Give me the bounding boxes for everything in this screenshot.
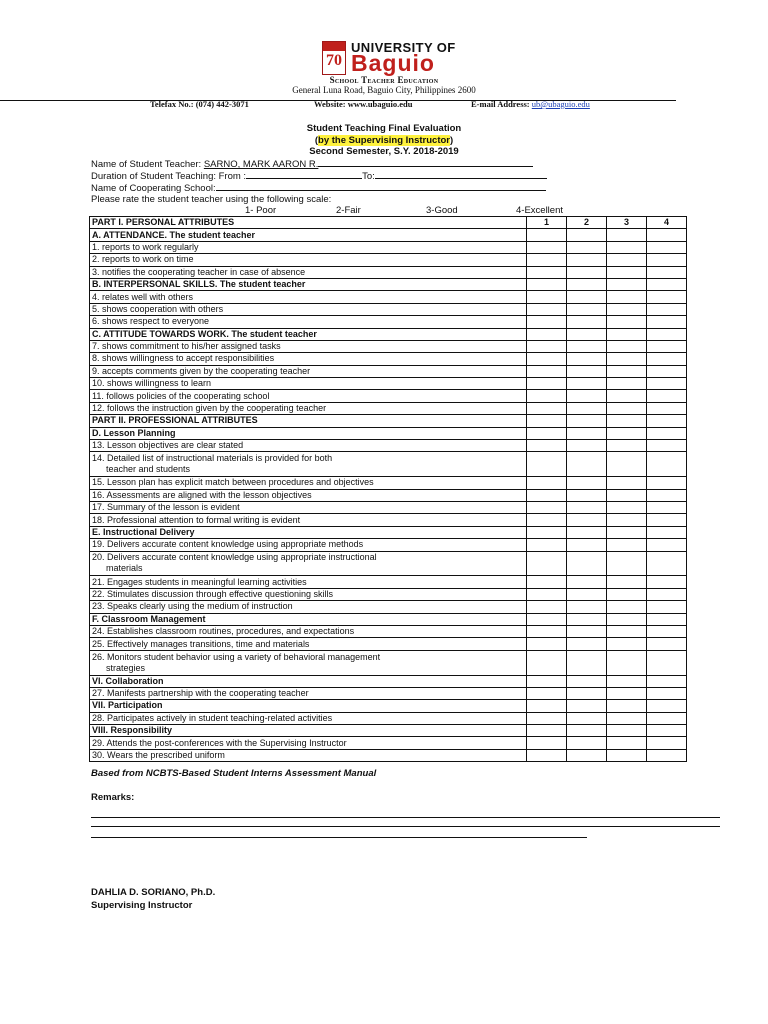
criterion-row [90, 489, 687, 501]
rating-cell-3[interactable] [607, 440, 647, 452]
rating-cell-1[interactable] [527, 638, 567, 650]
section-header-row [90, 328, 687, 340]
rating-cell-2[interactable] [567, 650, 607, 675]
section-label: E. Instructional Delivery [90, 526, 527, 538]
rating-cell-4[interactable] [647, 737, 687, 749]
rating-cell-3[interactable] [607, 712, 647, 724]
rating-cell-2 [567, 415, 607, 427]
rating-cell-1 [527, 700, 567, 712]
criterion-label: 1. reports to work regularly [90, 241, 527, 253]
rating-cell-2[interactable] [567, 514, 607, 526]
rating-cell-2[interactable] [567, 353, 607, 365]
rating-cell-1[interactable] [527, 365, 567, 377]
rating-cell-3 [607, 328, 647, 340]
rating-cell-2 [567, 278, 607, 290]
criterion-label: 22. Stimulates discussion through effective questioning skills [90, 588, 527, 600]
criterion-label: 10. shows willingness to learn [90, 378, 527, 390]
remarks-label: Remarks: [91, 792, 135, 803]
form-subtitle: (by the Supervising Instructor) [314, 135, 454, 146]
rating-cell-2 [567, 427, 607, 439]
student-name-line: Name of Student Teacher: SARNO, MARK AARON R. [91, 158, 533, 170]
rating-cell-2[interactable] [567, 601, 607, 613]
rating-cell-3[interactable] [607, 489, 647, 501]
section-label: F. Classroom Management [90, 613, 527, 625]
rating-cell-4[interactable] [647, 340, 687, 352]
scale-4: 4-Excellent [516, 205, 563, 216]
rating-cell-1 [527, 613, 567, 625]
criterion-row [90, 477, 687, 489]
rating-cell-1 [527, 725, 567, 737]
form-title: Student Teaching Final Evaluation [306, 123, 462, 134]
section-label: PART I. PERSONAL ATTRIBUTES [90, 217, 527, 229]
rating-cell-4 [647, 427, 687, 439]
student-name-value[interactable]: SARNO, MARK AARON R. [203, 159, 319, 170]
rating-cell-4[interactable] [647, 712, 687, 724]
rating-cell-4[interactable] [647, 749, 687, 761]
rating-cell-1[interactable] [527, 489, 567, 501]
rating-cell-4[interactable] [647, 502, 687, 514]
rating-cell-4[interactable] [647, 551, 687, 576]
rating-cell-3 [607, 675, 647, 687]
rating-cell-3[interactable] [607, 687, 647, 699]
criterion-row [90, 291, 687, 303]
rating-cell-1 [527, 229, 567, 241]
rating-cell-3[interactable] [607, 601, 647, 613]
rating-cell-1[interactable] [527, 588, 567, 600]
rating-cell-2[interactable] [567, 477, 607, 489]
rating-cell-1[interactable] [527, 576, 567, 588]
rating-cell-1[interactable] [527, 402, 567, 414]
rating-cell-2[interactable] [567, 241, 607, 253]
section-header-row [90, 415, 687, 427]
criterion-row [90, 687, 687, 699]
rating-cell-3[interactable] [607, 241, 647, 253]
rating-cell-3[interactable] [607, 576, 647, 588]
rating-cell-4[interactable] [647, 638, 687, 650]
rating-cell-3 [607, 526, 647, 538]
rating-cell-4[interactable] [647, 440, 687, 452]
rating-cell-1[interactable] [527, 254, 567, 266]
rating-cell-1[interactable] [527, 514, 567, 526]
rating-cell-4[interactable] [647, 477, 687, 489]
criterion-label: 20. Delivers accurate content knowledge using appropriate instructional materials [90, 551, 527, 576]
rating-cell-2[interactable] [567, 291, 607, 303]
school-address: General Luna Road, Baguio City, Philippines 2600 [292, 85, 476, 95]
criterion-label: 21. Engages students in meaningful learning activities [90, 576, 527, 588]
rating-cell-3[interactable] [607, 638, 647, 650]
rating-cell-1[interactable] [527, 316, 567, 328]
section-label: PART II. PROFESSIONAL ATTRIBUTES [90, 415, 527, 427]
rating-instruction: Please rate the student teacher using the following scale: [91, 194, 332, 205]
section-header-row [90, 229, 687, 241]
cooperating-school-field[interactable] [216, 182, 546, 191]
rating-cell-1[interactable] [527, 650, 567, 675]
section-label: VII. Participation [90, 700, 527, 712]
rating-cell-4[interactable] [647, 291, 687, 303]
rating-cell-2[interactable] [567, 340, 607, 352]
rating-cell-2[interactable] [567, 316, 607, 328]
logo-baguio: Baguio [351, 50, 435, 76]
criterion-label: 2. reports to work on time [90, 254, 527, 266]
rating-cell-2[interactable] [567, 402, 607, 414]
logo-university-of: UNIVERSITY OF [351, 40, 456, 55]
rating-cell-1[interactable] [527, 378, 567, 390]
criterion-row [90, 440, 687, 452]
telefax: Telefax No.: (074) 442-3071 [150, 99, 249, 109]
criterion-label: 19. Delivers accurate content knowledge using appropriate methods [90, 539, 527, 551]
criterion-label: 27. Manifests partnership with the cooperating teacher [90, 687, 527, 699]
criterion-label: 14. Detailed list of instructional materials is provided for both teacher and students [90, 452, 527, 477]
rating-cell-1[interactable] [527, 477, 567, 489]
rating-cell-4[interactable] [647, 687, 687, 699]
rating-cell-4[interactable] [647, 601, 687, 613]
rating-cell-3[interactable] [607, 502, 647, 514]
rating-cell-2[interactable] [567, 452, 607, 477]
criterion-row [90, 737, 687, 749]
rating-cell-3 [607, 613, 647, 625]
rating-cell-4 [647, 700, 687, 712]
rating-cell-4[interactable] [647, 316, 687, 328]
rating-cell-3[interactable] [607, 353, 647, 365]
criterion-label: 25. Effectively manages transitions, time and materials [90, 638, 527, 650]
rating-cell-2[interactable] [567, 749, 607, 761]
criterion-row [90, 452, 687, 477]
rating-cell-1 [527, 675, 567, 687]
rating-cell-4[interactable] [647, 241, 687, 253]
rating-cell-4[interactable] [647, 303, 687, 315]
rating-cell-2[interactable] [567, 576, 607, 588]
criterion-row [90, 303, 687, 315]
criterion-row [90, 340, 687, 352]
rating-cell-4[interactable] [647, 588, 687, 600]
section-label: VIII. Responsibility [90, 725, 527, 737]
scale-3: 3-Good [426, 205, 458, 216]
section-header-row [90, 725, 687, 737]
rating-cell-3[interactable] [607, 303, 647, 315]
criterion-row [90, 712, 687, 724]
criterion-row [90, 254, 687, 266]
rating-cell-3[interactable] [607, 291, 647, 303]
rating-cell-1[interactable] [527, 241, 567, 253]
rating-cell-3[interactable] [607, 402, 647, 414]
score-header-3: 3 [607, 217, 647, 229]
university-logo [322, 40, 476, 76]
criterion-row [90, 390, 687, 402]
rating-cell-2[interactable] [567, 712, 607, 724]
criterion-row [90, 365, 687, 377]
rating-cell-4[interactable] [647, 514, 687, 526]
section-header-row [90, 613, 687, 625]
remarks-line-2[interactable] [91, 826, 720, 827]
rating-cell-4 [647, 278, 687, 290]
rating-cell-1[interactable] [527, 390, 567, 402]
rating-cell-4[interactable] [647, 353, 687, 365]
rating-cell-2 [567, 613, 607, 625]
rating-cell-1[interactable] [527, 749, 567, 761]
rating-cell-3[interactable] [607, 625, 647, 637]
rating-cell-1[interactable] [527, 266, 567, 278]
remarks-line-3[interactable] [91, 837, 587, 838]
scale-2: 2-Fair [336, 205, 361, 216]
scale-1: 1- Poor [245, 205, 277, 216]
rating-cell-1[interactable] [527, 353, 567, 365]
rating-cell-3 [607, 278, 647, 290]
rating-cell-1[interactable] [527, 539, 567, 551]
score-header-1: 1 [527, 217, 567, 229]
website: Website: www.ubaguio.edu [314, 99, 413, 109]
criterion-label: 9. accepts comments given by the cooperating teacher [90, 365, 527, 377]
rating-cell-2[interactable] [567, 687, 607, 699]
rating-cell-3[interactable] [607, 254, 647, 266]
rating-cell-4 [647, 526, 687, 538]
rating-cell-2 [567, 328, 607, 340]
criterion-row [90, 551, 687, 576]
school-name: School Teacher Education [329, 75, 439, 85]
rating-cell-1 [527, 328, 567, 340]
evaluation-table [89, 216, 687, 762]
to-field[interactable] [375, 170, 547, 179]
rating-cell-2[interactable] [567, 378, 607, 390]
criterion-row [90, 353, 687, 365]
rating-cell-1 [527, 278, 567, 290]
rating-cell-4[interactable] [647, 539, 687, 551]
criterion-label: 28. Participates actively in student teaching-related activities [90, 712, 527, 724]
section-header-row [90, 700, 687, 712]
criterion-label: 8. shows willingness to accept responsibilities [90, 353, 527, 365]
section-header-row [90, 526, 687, 538]
rating-cell-2[interactable] [567, 539, 607, 551]
criterion-label: 7. shows commitment to his/her assigned tasks [90, 340, 527, 352]
rating-cell-1[interactable] [527, 291, 567, 303]
rating-cell-4[interactable] [647, 625, 687, 637]
footnote: Based from NCBTS-Based Student Interns Assessment Manual [91, 768, 377, 779]
rating-cell-2[interactable] [567, 440, 607, 452]
criterion-row [90, 588, 687, 600]
criterion-row [90, 576, 687, 588]
rating-cell-4 [647, 229, 687, 241]
rating-cell-2[interactable] [567, 303, 607, 315]
from-field[interactable] [246, 170, 362, 179]
rating-cell-3[interactable] [607, 737, 647, 749]
rating-cell-3 [607, 725, 647, 737]
rating-cell-4[interactable] [647, 650, 687, 675]
criterion-label: 16. Assessments are aligned with the lesson objectives [90, 489, 527, 501]
rating-cell-3[interactable] [607, 514, 647, 526]
criterion-row [90, 539, 687, 551]
email-link[interactable]: ub@ubaguio.edu [531, 99, 590, 109]
section-header-row [90, 217, 687, 229]
rating-cell-2[interactable] [567, 625, 607, 637]
criterion-row [90, 625, 687, 637]
criterion-label: 6. shows respect to everyone [90, 316, 527, 328]
highlighted-evaluator: by the Supervising Instructor [318, 135, 450, 146]
rating-cell-4[interactable] [647, 378, 687, 390]
rating-cell-1[interactable] [527, 712, 567, 724]
rating-cell-2 [567, 700, 607, 712]
criterion-row [90, 601, 687, 613]
rating-cell-4[interactable] [647, 489, 687, 501]
rating-cell-3[interactable] [607, 340, 647, 352]
signatory-title: Supervising Instructor [91, 900, 193, 911]
rating-cell-2[interactable] [567, 390, 607, 402]
rating-cell-2[interactable] [567, 489, 607, 501]
criterion-row [90, 749, 687, 761]
rating-cell-1 [527, 526, 567, 538]
rating-cell-2 [567, 675, 607, 687]
rating-cell-4[interactable] [647, 390, 687, 402]
seal-number: 70 [326, 52, 342, 69]
criterion-label: 17. Summary of the lesson is evident [90, 502, 527, 514]
criterion-label: 30. Wears the prescribed uniform [90, 749, 527, 761]
rating-cell-1[interactable] [527, 440, 567, 452]
criterion-row [90, 266, 687, 278]
criterion-label: 13. Lesson objectives are clear stated [90, 440, 527, 452]
score-header-2: 2 [567, 217, 607, 229]
rating-cell-3[interactable] [607, 588, 647, 600]
rating-cell-4 [647, 415, 687, 427]
rating-cell-1[interactable] [527, 687, 567, 699]
rating-cell-4 [647, 675, 687, 687]
rating-cell-2[interactable] [567, 266, 607, 278]
rating-cell-1[interactable] [527, 551, 567, 576]
rating-cell-2[interactable] [567, 638, 607, 650]
rating-cell-1[interactable] [527, 502, 567, 514]
rating-cell-3[interactable] [607, 378, 647, 390]
section-header-row [90, 427, 687, 439]
rating-cell-4[interactable] [647, 452, 687, 477]
section-label: B. INTERPERSONAL SKILLS. The student teacher [90, 278, 527, 290]
criterion-label: 3. notifies the cooperating teacher in case of absence [90, 266, 527, 278]
rating-cell-1[interactable] [527, 625, 567, 637]
rating-cell-3[interactable] [607, 390, 647, 402]
email-label: E-mail Address: [471, 99, 530, 109]
rating-cell-1[interactable] [527, 737, 567, 749]
criterion-row [90, 378, 687, 390]
section-header-row [90, 278, 687, 290]
rating-cell-4[interactable] [647, 254, 687, 266]
criterion-row [90, 514, 687, 526]
semester: Second Semester, S.Y. 2018-2019 [309, 146, 459, 157]
rating-cell-1 [527, 415, 567, 427]
criterion-label: 24. Establishes classroom routines, procedures, and expectations [90, 625, 527, 637]
criterion-label: 23. Speaks clearly using the medium of instruction [90, 601, 527, 613]
rating-cell-2 [567, 725, 607, 737]
rating-cell-2[interactable] [567, 588, 607, 600]
criterion-label: 4. relates well with others [90, 291, 527, 303]
rating-cell-2[interactable] [567, 551, 607, 576]
rating-cell-1[interactable] [527, 601, 567, 613]
rating-cell-4 [647, 328, 687, 340]
criterion-row [90, 241, 687, 253]
section-label: A. ATTENDANCE. The student teacher [90, 229, 527, 241]
rating-cell-2[interactable] [567, 737, 607, 749]
rating-cell-3[interactable] [607, 365, 647, 377]
rating-cell-2 [567, 526, 607, 538]
cooperating-school-line: Name of Cooperating School: [91, 182, 546, 194]
rating-cell-3[interactable] [607, 539, 647, 551]
rating-cell-1 [527, 427, 567, 439]
section-label: D. Lesson Planning [90, 427, 527, 439]
section-label: VI. Collaboration [90, 675, 527, 687]
rating-cell-4[interactable] [647, 266, 687, 278]
rating-cell-3[interactable] [607, 452, 647, 477]
rating-cell-3 [607, 700, 647, 712]
rating-cell-3[interactable] [607, 266, 647, 278]
section-header-row [90, 675, 687, 687]
criterion-row [90, 316, 687, 328]
criterion-row [90, 638, 687, 650]
seal-icon [322, 41, 346, 75]
section-label: C. ATTITUDE TOWARDS WORK. The student teacher [90, 328, 527, 340]
criterion-label: 11. follows policies of the cooperating school [90, 390, 527, 402]
rating-cell-3[interactable] [607, 477, 647, 489]
rating-cell-3[interactable] [607, 650, 647, 675]
criterion-row [90, 650, 687, 675]
rating-cell-1[interactable] [527, 452, 567, 477]
rating-cell-3 [607, 229, 647, 241]
rating-cell-2[interactable] [567, 254, 607, 266]
remarks-line-1[interactable] [91, 817, 720, 818]
rating-cell-1[interactable] [527, 340, 567, 352]
rating-cell-4[interactable] [647, 576, 687, 588]
rating-cell-4 [647, 725, 687, 737]
rating-cell-3[interactable] [607, 316, 647, 328]
rating-cell-3 [607, 427, 647, 439]
criterion-label: 15. Lesson plan has explicit match between procedures and objectives [90, 477, 527, 489]
criterion-label: 5. shows cooperation with others [90, 303, 527, 315]
duration-line: Duration of Student Teaching: From : To: [91, 170, 547, 182]
rating-cell-3 [607, 415, 647, 427]
rating-cell-3[interactable] [607, 551, 647, 576]
criterion-row [90, 502, 687, 514]
signatory-name: DAHLIA D. SORIANO, Ph.D. [91, 887, 216, 898]
criterion-label: 26. Monitors student behavior using a variety of behavioral management strategies [90, 650, 527, 675]
criterion-row [90, 402, 687, 414]
criterion-label: 29. Attends the post-conferences with the Supervising Instructor [90, 737, 527, 749]
criterion-label: 18. Professional attention to formal writing is evident [90, 514, 527, 526]
rating-cell-2[interactable] [567, 502, 607, 514]
email-line [471, 99, 590, 109]
rating-cell-4 [647, 613, 687, 625]
criterion-label: 12. follows the instruction given by the cooperating teacher [90, 402, 527, 414]
rating-cell-1[interactable] [527, 303, 567, 315]
rating-cell-4[interactable] [647, 365, 687, 377]
rating-cell-4[interactable] [647, 402, 687, 414]
score-header-4: 4 [647, 217, 687, 229]
rating-cell-2[interactable] [567, 365, 607, 377]
rating-cell-3[interactable] [607, 749, 647, 761]
rating-cell-2 [567, 229, 607, 241]
